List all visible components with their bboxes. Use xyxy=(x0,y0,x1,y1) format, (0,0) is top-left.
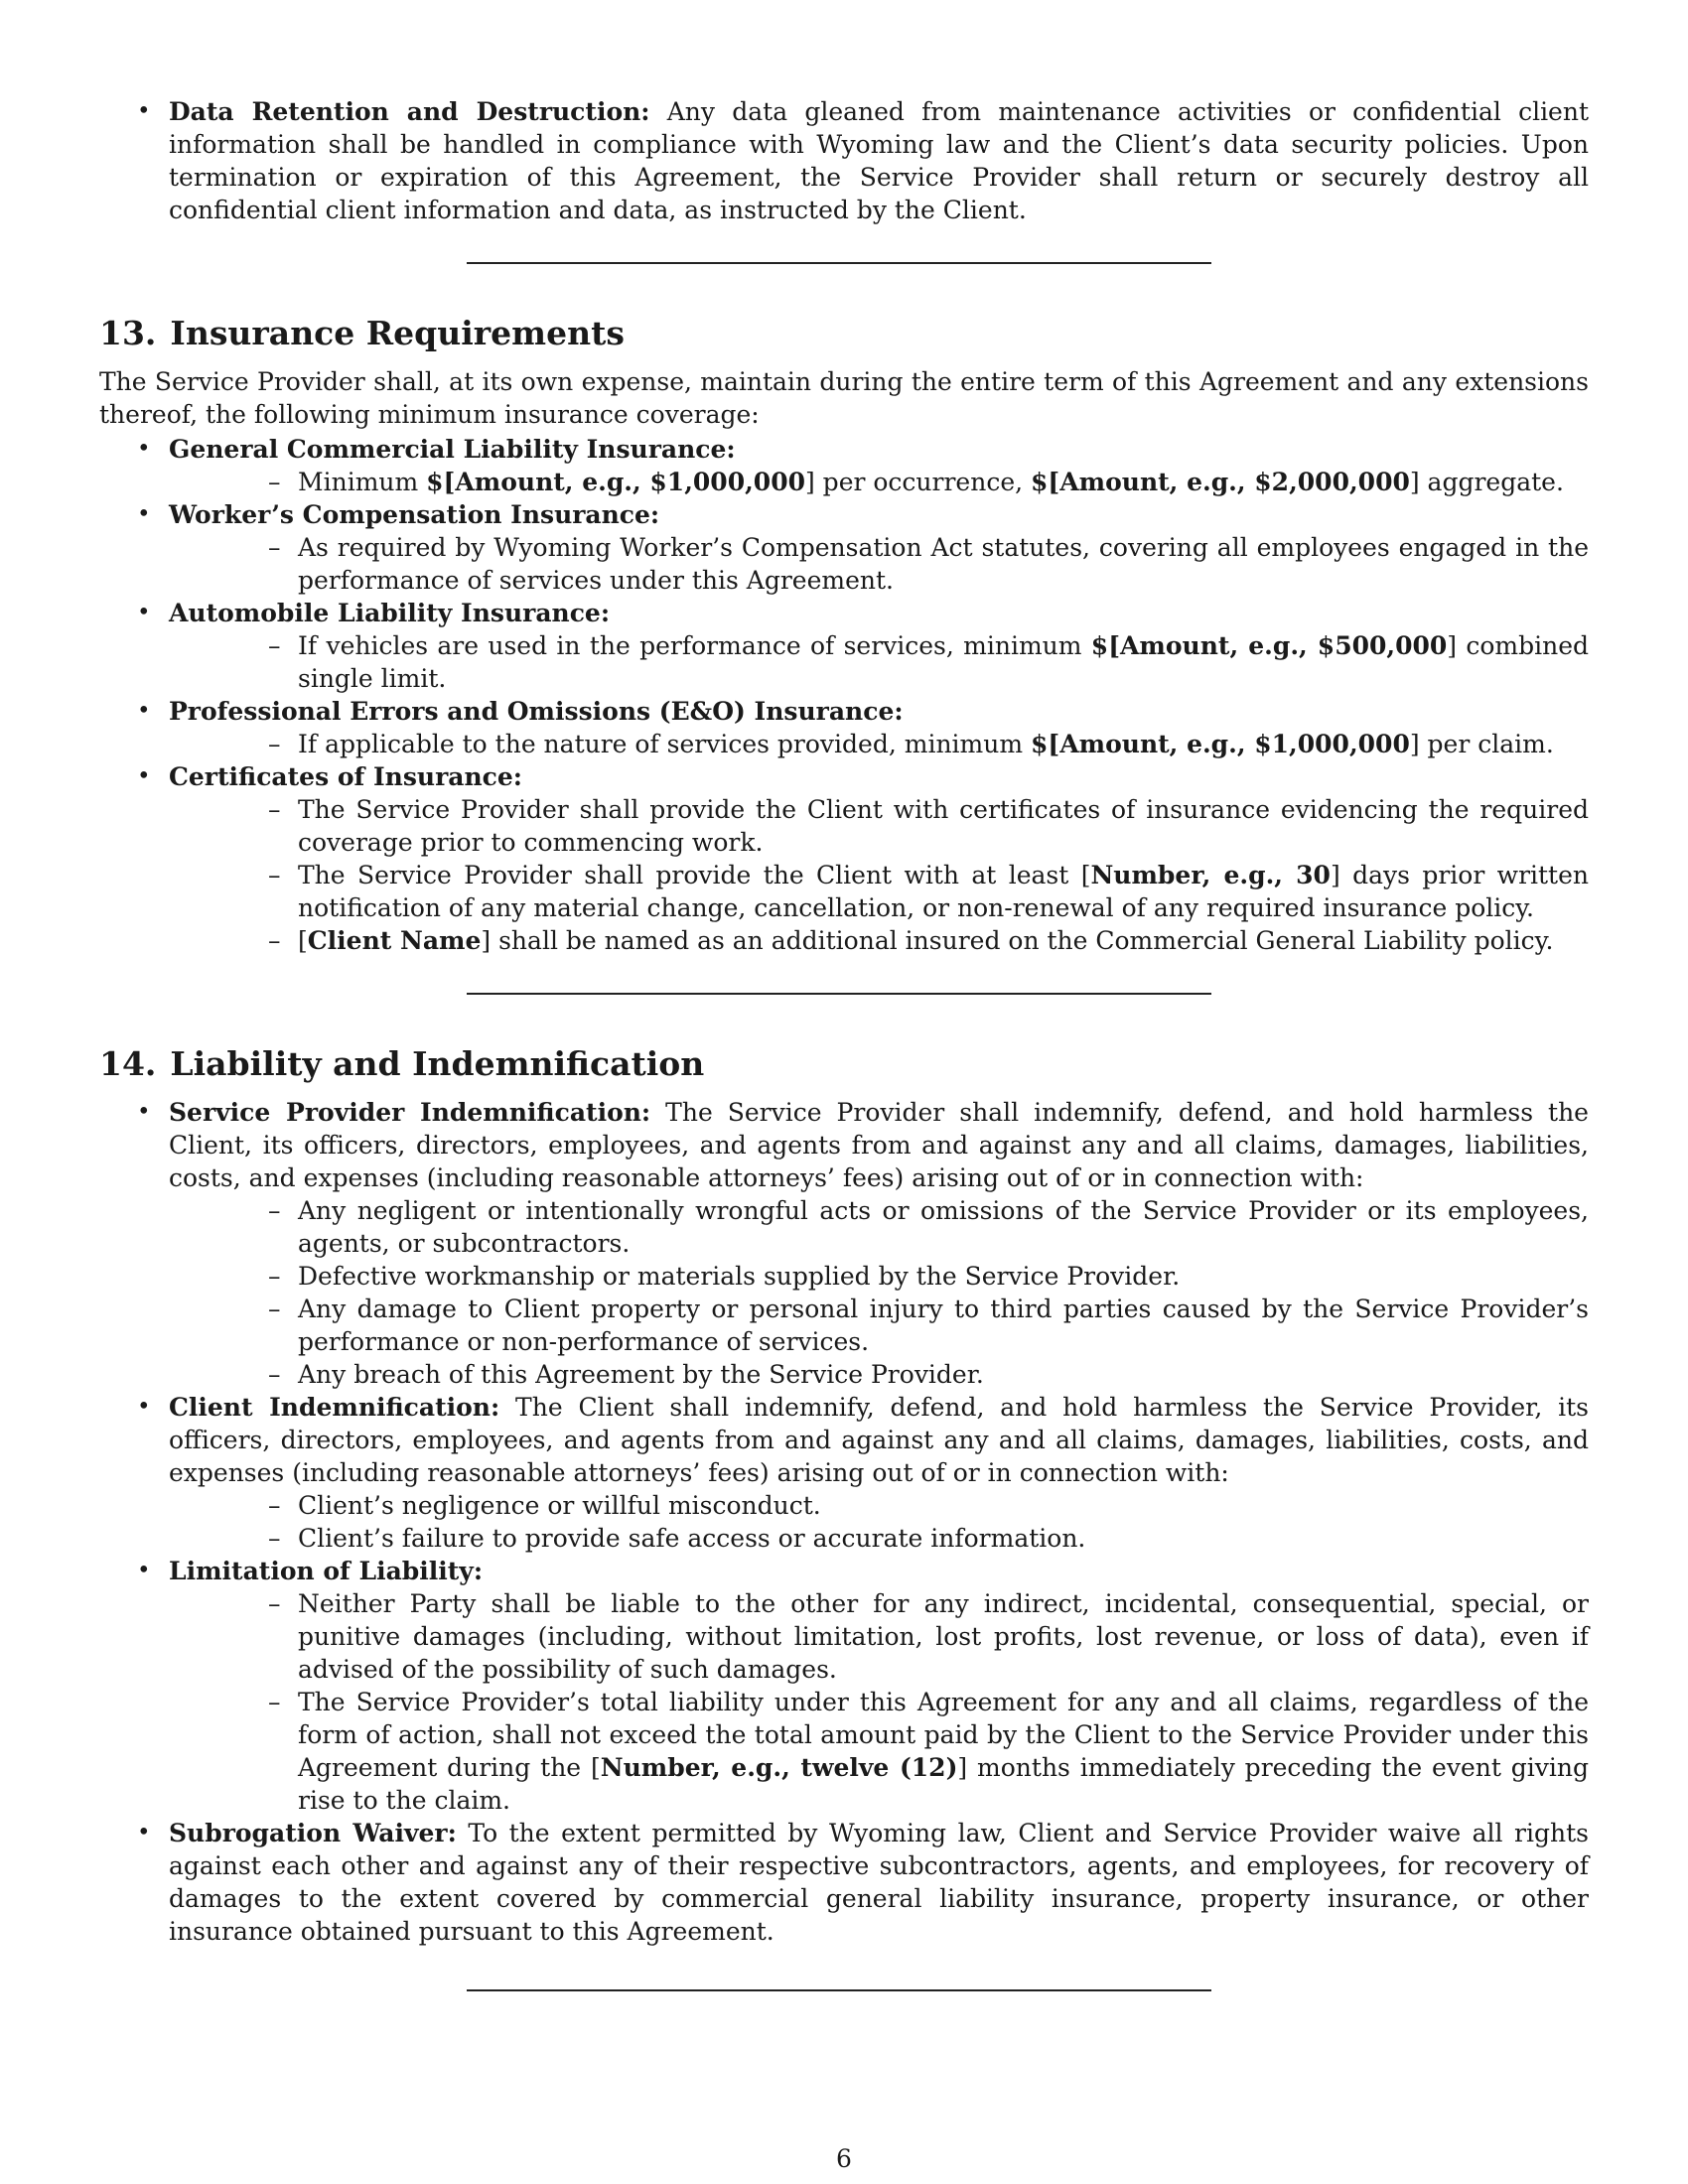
list-item-auto xyxy=(99,597,1589,695)
placeholder-amount: $[Amount, e.g., $500,000 xyxy=(1090,631,1448,660)
sub-item: – The Service Provider shall provide the Client with certificates of insurance evidencing the required coverage prior to commencing work. xyxy=(169,793,1589,859)
text-run: [ xyxy=(298,926,308,955)
sub-item xyxy=(169,924,1589,957)
item-text: Any data gleaned from maintenance activities or confidential client information shall be handled in compliance with Wyoming law and the Client’s data security policies. Upon termination or expiration of this Agreement, the Service Provider shall return or securely destroy all confidential client information and data, as instructed by the Client. xyxy=(169,97,1590,224)
sub-item: – As required by Wyoming Worker’s Compensation Act statutes, covering all employees engaged in the performance of services under this Agreement. xyxy=(169,531,1589,597)
list-item-certificates xyxy=(99,760,1589,957)
item-label: General Commercial Liability Insurance: xyxy=(169,435,736,464)
text-run: ] months immediately preceding the event giving rise to the claim. xyxy=(298,1753,1589,1815)
document-page xyxy=(99,95,1589,1991)
section-divider xyxy=(467,262,1211,264)
section-number: 14. xyxy=(99,1044,157,1083)
list-item-workers-comp xyxy=(99,498,1589,597)
placeholder-number: Number, e.g., 30 xyxy=(1090,861,1331,889)
section-number: 13. xyxy=(99,314,157,352)
item-label: Data Retention and Destruction: xyxy=(169,97,650,126)
section-title: Liability and Indemnification xyxy=(170,1044,705,1083)
item-label: Service Provider Indemnification: xyxy=(169,1098,651,1127)
sub-item: – Defective workmanship or materials supplied by the Service Provider. xyxy=(169,1260,1589,1293)
item-label: Client Indemnification: xyxy=(169,1393,500,1422)
text-run: The Service Provider’s total liability under this Agreement for any and all claims, regardless of the form of action, shall not exceed the total amount paid by the Client to the Service Provider under this Agreement during the [ xyxy=(298,1688,1589,1782)
section-14-heading xyxy=(99,1044,1589,1084)
sub-item xyxy=(169,466,1589,498)
item-text: The Service Provider shall indemnify, defend, and hold harmless the Client, its officers, directors, employees, and agents from and against any and all claims, damages, liabilities, costs, and expenses (including reasonable attorneys’ fees) arising out of or in connection with: xyxy=(169,1098,1589,1192)
page-number: 6 xyxy=(836,2144,852,2173)
sub-item xyxy=(169,629,1589,695)
text-run: If applicable to the nature of services provided, minimum xyxy=(298,730,1032,758)
sub-item: – Client’s failure to provide safe access or accurate information. xyxy=(169,1522,1589,1555)
section-divider xyxy=(467,993,1211,995)
sub-item: – Client’s negligence or willful misconduct. xyxy=(169,1489,1589,1522)
text-run: ] shall be named as an additional insured on the Commercial General Liability policy. xyxy=(481,926,1554,955)
item-label: Subrogation Waiver: xyxy=(169,1819,457,1847)
item-label: Automobile Liability Insurance: xyxy=(169,599,611,627)
insurance-list xyxy=(99,433,1589,957)
section-13-heading xyxy=(99,314,1589,353)
sub-item xyxy=(169,1686,1589,1817)
placeholder-number: Number, e.g., twelve (12) xyxy=(600,1753,958,1782)
item-label: Worker’s Compensation Insurance: xyxy=(169,500,660,529)
placeholder-amount: $[Amount, e.g., $1,000,000 xyxy=(426,468,805,496)
list-item-eo xyxy=(99,695,1589,760)
text-run: ] days prior written notification of any material change, cancellation, or non-renewal of any required insurance policy. xyxy=(298,861,1590,922)
top-bullet-list xyxy=(99,95,1589,226)
placeholder-client-name: Client Name xyxy=(307,926,482,955)
item-text: To the extent permitted by Wyoming law, Client and Service Provider waive all rights against each other and against any of their respective subcontractors, agents, and employees, for recovery of damages to the extent covered by commercial general liability insurance, property insurance, or other insurance obtained pursuant to this Agreement. xyxy=(169,1819,1589,1946)
text-run: The Service Provider shall provide the Client with at least [ xyxy=(298,861,1091,889)
text-run: Minimum xyxy=(298,468,427,496)
list-item-gcl xyxy=(99,433,1589,498)
sub-item: – Any negligent or intentionally wrongful acts or omissions of the Service Provider or its employees, agents, or subcontractors. xyxy=(169,1194,1589,1260)
list-item-sp-indemnification xyxy=(99,1096,1589,1391)
item-label: Certificates of Insurance: xyxy=(169,762,523,791)
item-label: Limitation of Liability: xyxy=(169,1557,484,1585)
placeholder-amount: $[Amount, e.g., $1,000,000 xyxy=(1031,730,1410,758)
list-item-data-retention xyxy=(99,95,1589,226)
text-run: ] aggregate. xyxy=(1409,468,1564,496)
sub-item: – Neither Party shall be liable to the other for any indirect, incidental, consequential, special, or punitive damages (including, without limitation, lost profits, lost revenue, or loss of data), even if advised of the possibility of such damages. xyxy=(169,1587,1589,1686)
section-divider xyxy=(467,1989,1211,1991)
text-run: If vehicles are used in the performance of services, minimum xyxy=(298,631,1091,660)
sub-item: – Any damage to Client property or personal injury to third parties caused by the Service Provider’s performance or non-performance of services. xyxy=(169,1293,1589,1358)
liability-list xyxy=(99,1096,1589,1948)
placeholder-amount: $[Amount, e.g., $2,000,000 xyxy=(1031,468,1410,496)
sub-item xyxy=(169,859,1589,924)
list-item-limitation xyxy=(99,1555,1589,1817)
item-label: Professional Errors and Omissions (E&O) Insurance: xyxy=(169,697,904,726)
sub-item xyxy=(169,728,1589,760)
section-title: Insurance Requirements xyxy=(170,314,625,352)
sub-item: – Any breach of this Agreement by the Service Provider. xyxy=(169,1358,1589,1391)
list-item-client-indemnification xyxy=(99,1391,1589,1555)
item-text: The Client shall indemnify, defend, and hold harmless the Service Provider, its officers, directors, employees, and agents from and against any and all claims, damages, liabilities, costs, and expenses (including reasonable attorneys’ fees) arising out of or in connection with: xyxy=(169,1393,1589,1487)
text-run: ] per occurrence, xyxy=(804,468,1032,496)
section-13-intro: The Service Provider shall, at its own expense, maintain during the entire term of this Agreement and any extensions thereof, the following minimum insurance coverage: xyxy=(99,367,1589,429)
list-item-subrogation xyxy=(99,1817,1589,1948)
text-run: ] combined single limit. xyxy=(298,631,1590,693)
text-run: ] per claim. xyxy=(1409,730,1554,758)
